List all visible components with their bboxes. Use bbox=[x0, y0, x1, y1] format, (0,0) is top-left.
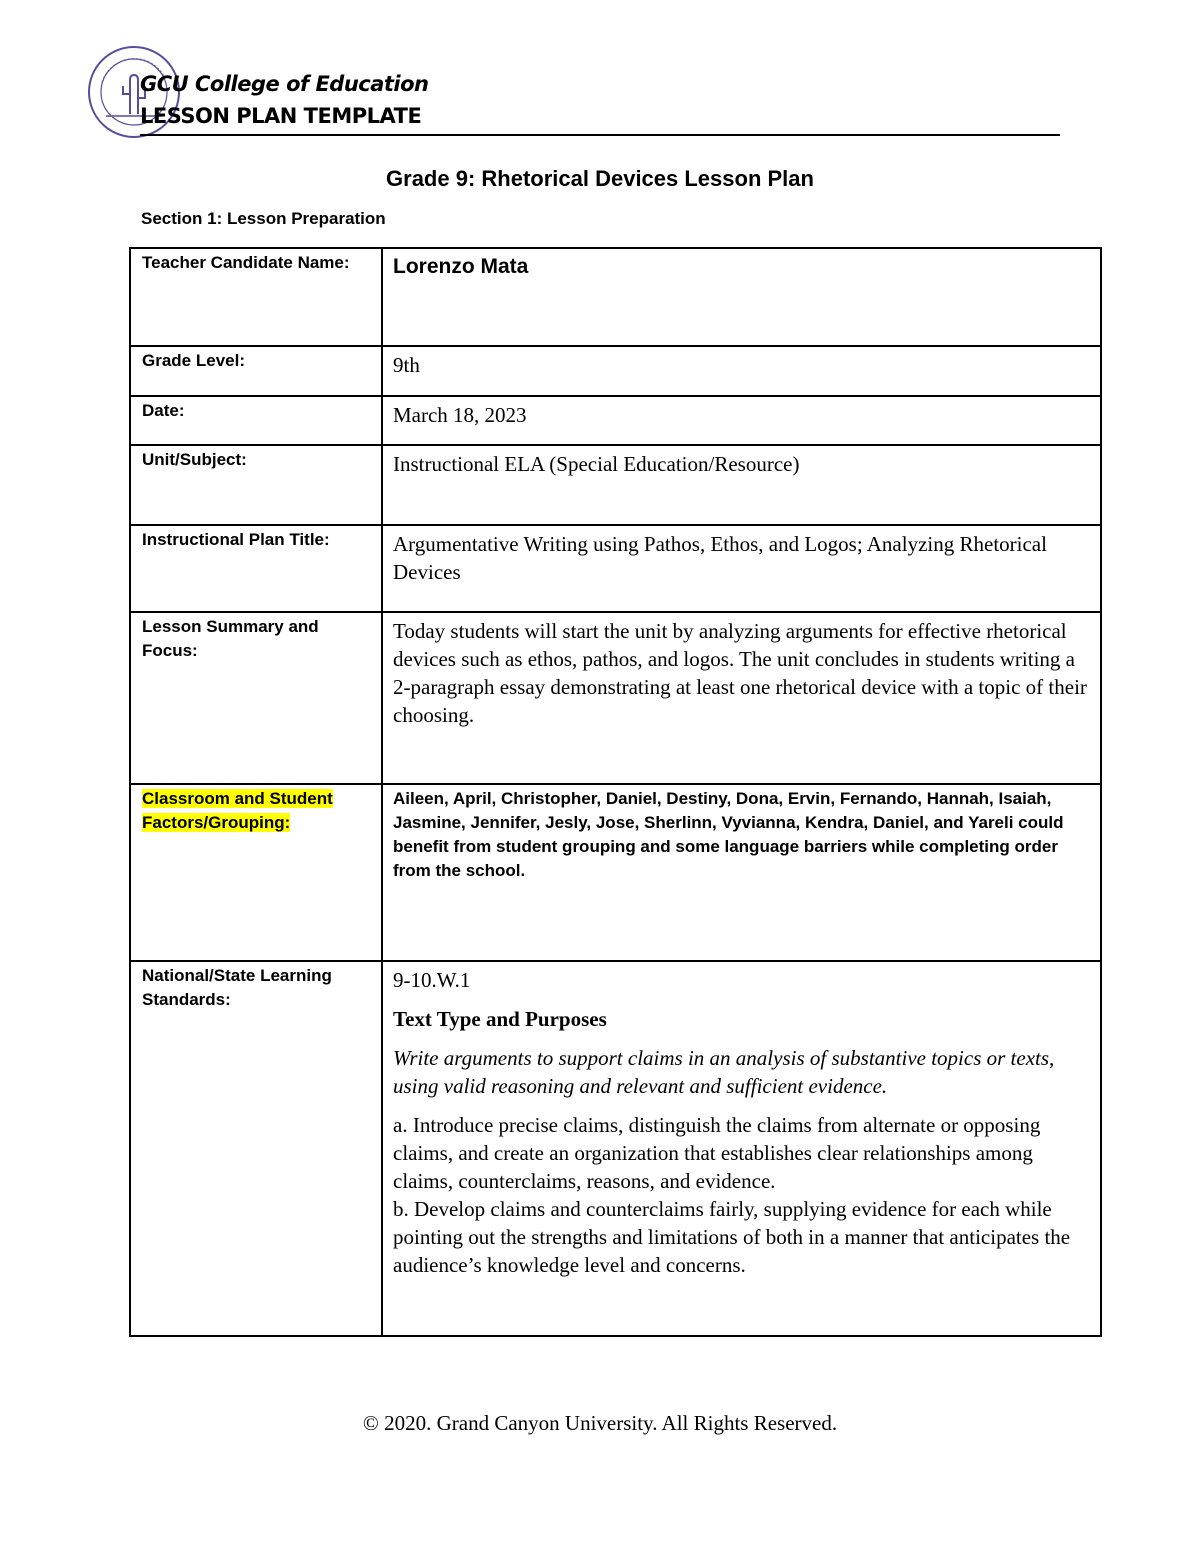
document-title: Grade 9: Rhetorical Devices Lesson Plan bbox=[386, 166, 814, 191]
factors-label: Classroom and Student Factors/Grouping: bbox=[142, 789, 333, 832]
teacher-value: Lorenzo Mata bbox=[393, 255, 529, 278]
standard-code: 9-10.W.1 bbox=[393, 968, 471, 992]
table-row-standards bbox=[130, 961, 1101, 1336]
standard-statement: Write arguments to support claims in an analysis of substantive topics or texts, using valid reasoning and relevant and sufficient evidence. bbox=[393, 1046, 1055, 1098]
section-title: Section 1: Lesson Preparation bbox=[141, 209, 386, 228]
table-row-unit bbox=[130, 445, 1101, 525]
date-value: March 18, 2023 bbox=[393, 403, 527, 427]
table-row-teacher bbox=[130, 248, 1101, 346]
college-name: GCU College of Education bbox=[140, 72, 429, 96]
template-title: LESSON PLAN TEMPLATE bbox=[140, 104, 422, 128]
factors-value: Aileen, April, Christopher, Daniel, Destiny, Dona, Ervin, Fernando, Hannah, Isaiah, Jasmine, Jennifer, Jesly, Jose, Sherlinn, Vyvianna, Kendra, Daniel, and Yareli could benefit from student grouping and some language barriers while completing order from the school. bbox=[393, 789, 1064, 880]
standards-label: National/State Learning Standards: bbox=[142, 966, 332, 1009]
plan-title-label: Instructional Plan Title: bbox=[142, 530, 330, 549]
table-row-factors bbox=[130, 784, 1101, 961]
teacher-label: Teacher Candidate Name: bbox=[142, 253, 350, 272]
table-row-plan-title bbox=[130, 525, 1101, 612]
copyright-footer: © 2020. Grand Canyon University. All Rights Reserved. bbox=[362, 1411, 838, 1435]
lesson-preparation-table bbox=[129, 247, 1102, 1337]
standard-item-a: a. Introduce precise claims, distinguish the claims from alternate or opposing claims, and create an organization that establishes clear relationships among claims, counterclaims, reasons, and evidence. bbox=[393, 1113, 1041, 1193]
summary-value: Today students will start the unit by analyzing arguments for effective rhetorical devices such as ethos, pathos, and logos. The unit concludes in students writing a 2-paragraph essay demonstrating at least one rhetorical device with a topic of their choosing. bbox=[393, 619, 1087, 727]
header-divider bbox=[140, 134, 1060, 136]
standards-content bbox=[383, 962, 1100, 1279]
standard-item-b: b. Develop claims and counterclaims fairly, supplying evidence for each while pointing out the strengths and limitations of both in a manner that anticipates the audience’s knowledge level and concerns. bbox=[393, 1197, 1071, 1277]
date-label: Date: bbox=[142, 401, 185, 420]
table-row-grade bbox=[130, 346, 1101, 396]
summary-label: Lesson Summary and Focus: bbox=[142, 617, 319, 660]
grade-label: Grade Level: bbox=[142, 351, 245, 370]
unit-value: Instructional ELA (Special Education/Resource) bbox=[393, 452, 800, 476]
plan-title-value: Argumentative Writing using Pathos, Ethos, and Logos; Analyzing Rhetorical Devices bbox=[393, 532, 1047, 584]
table-row-date bbox=[130, 396, 1101, 445]
unit-label: Unit/Subject: bbox=[142, 450, 247, 469]
standard-heading: Text Type and Purposes bbox=[393, 1007, 607, 1031]
page-header bbox=[86, 42, 1066, 152]
grade-value: 9th bbox=[393, 353, 420, 377]
table-row-summary bbox=[130, 612, 1101, 784]
